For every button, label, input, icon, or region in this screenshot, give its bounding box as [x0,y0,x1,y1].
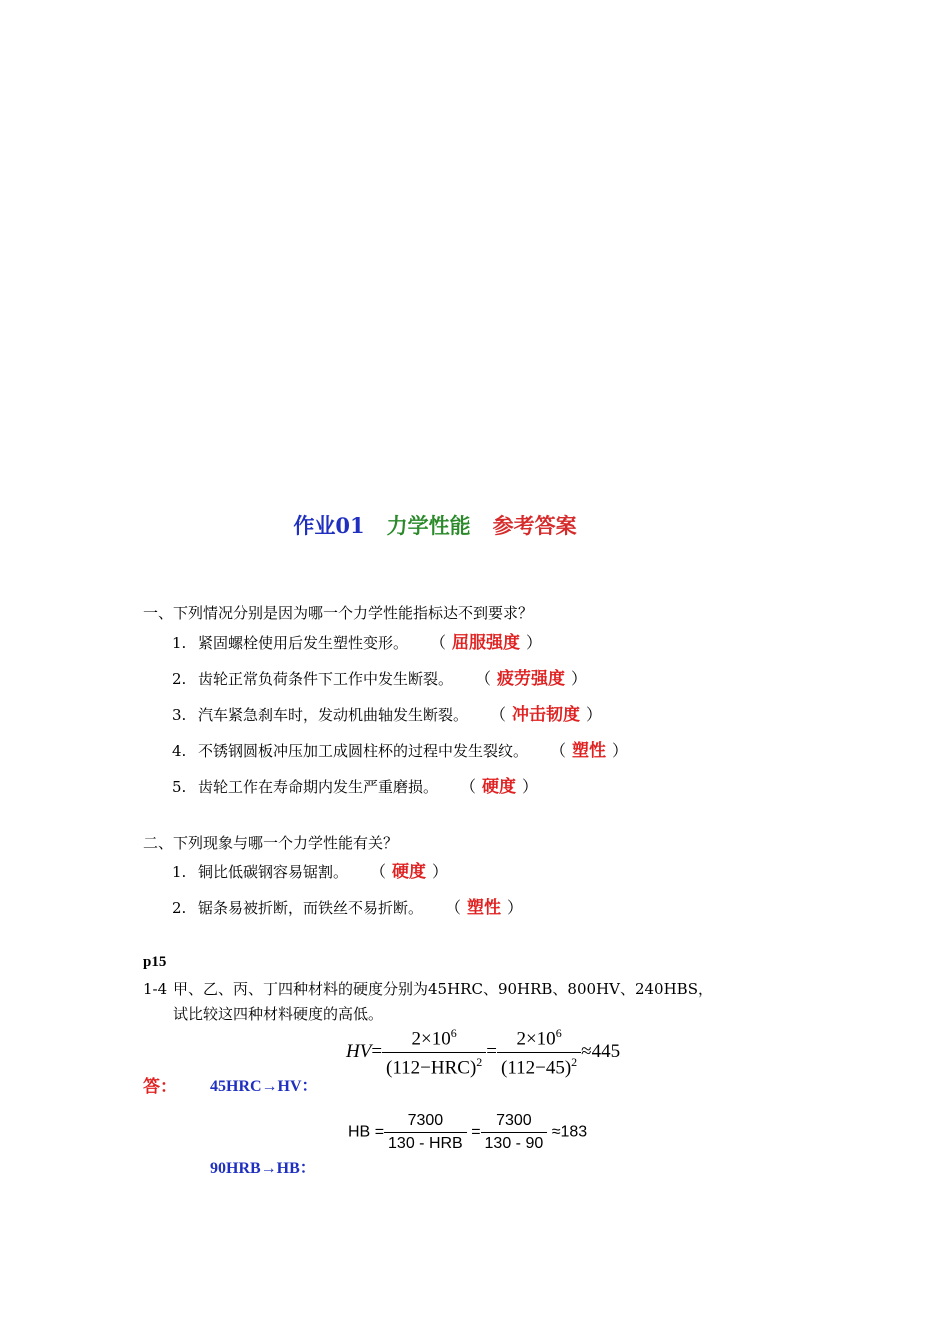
answer-text: 塑性 [572,741,607,761]
answer-text: 塑性 [467,898,502,918]
title-assignment: 作业01 [293,513,365,538]
page-reference: p15 [143,954,167,970]
answer-text: 硬度 [392,862,427,882]
conversion-label-hrc-hv: 45HRC→HV： [210,1078,318,1095]
title-topic: 力学性能 [386,513,471,538]
problem-line-2: 试比较这四种材料硬度的高低。 [173,1005,384,1023]
problem-number: 1-4 [143,980,168,998]
section1-item-3: 3. 汽车紧急刹车时，发动机曲轴发生断裂。 （ 冲击韧度 ） [172,705,603,725]
page-title [0,510,870,540]
section1-item-4: 4. 不锈钢圆板冲压加工成圆柱杯的过程中发生裂纹。 （ 塑性 ） [172,741,629,761]
fraction: $\frac{2\times 10^6}{(112-45)^2}$ [497,1026,581,1080]
section1-item-2: 2. 齿轮正常负荷条件下工作中发生断裂。 （ 疲劳强度 ） [172,669,588,689]
section2-item-2: 2. 锯条易被折断，而铁丝不易折断。 （ 塑性 ） [172,898,524,918]
section2-item-1: 1. 铜比低碳钢容易锯割。 （ 硬度 ） [172,862,449,882]
fraction: $\frac{7300}{130 - 90}$ [481,1112,548,1153]
fraction: $\frac{2\times 10^6}{(112-HRC)^2}$ [382,1026,486,1080]
answer-label: 答： [143,1077,177,1097]
formula-hrc-to-hv: HV= $\frac{2\times 10^6}{(112-HRC)^2}$ = $\frac{2\times 10^6}{(112-45)^2}$ ≈445 [346,1026,621,1079]
answer-text: 冲击韧度 [512,705,581,725]
section1-heading: 一、下列情况分别是因为哪一个力学性能指标达不到要求？ [143,604,534,622]
answer-text: 疲劳强度 [497,669,566,689]
section1-item-1: 1. 紧固螺栓使用后发生塑性变形。 （ 屈服强度 ） [172,633,543,653]
formula-hrb-to-hb: HB = $\frac{7300}{\text{130 - HRB}}$ = $\frac{7300}{130 - 90}$ ≈183 [348,1112,588,1152]
answer-text: 硬度 [482,777,517,797]
fraction: $\frac{7300}{\text{130 - HRB}}$ [384,1112,467,1153]
conversion-label-hrb-hb: 90HRB→HB： [210,1160,316,1177]
title-reference-answer: 参考答案 [492,513,577,538]
problem-line-1: 1-4 甲、乙、丙、丁四种材料的硬度分别为45HRC、90HRB、800HV、240HBS， [143,980,713,998]
answer-text: 屈服强度 [452,633,521,653]
section1-item-5: 5. 齿轮工作在寿命期内发生严重磨损。 （ 硬度 ） [172,777,539,797]
section2-heading: 二、下列现象与哪一个力学性能有关？ [143,834,399,852]
